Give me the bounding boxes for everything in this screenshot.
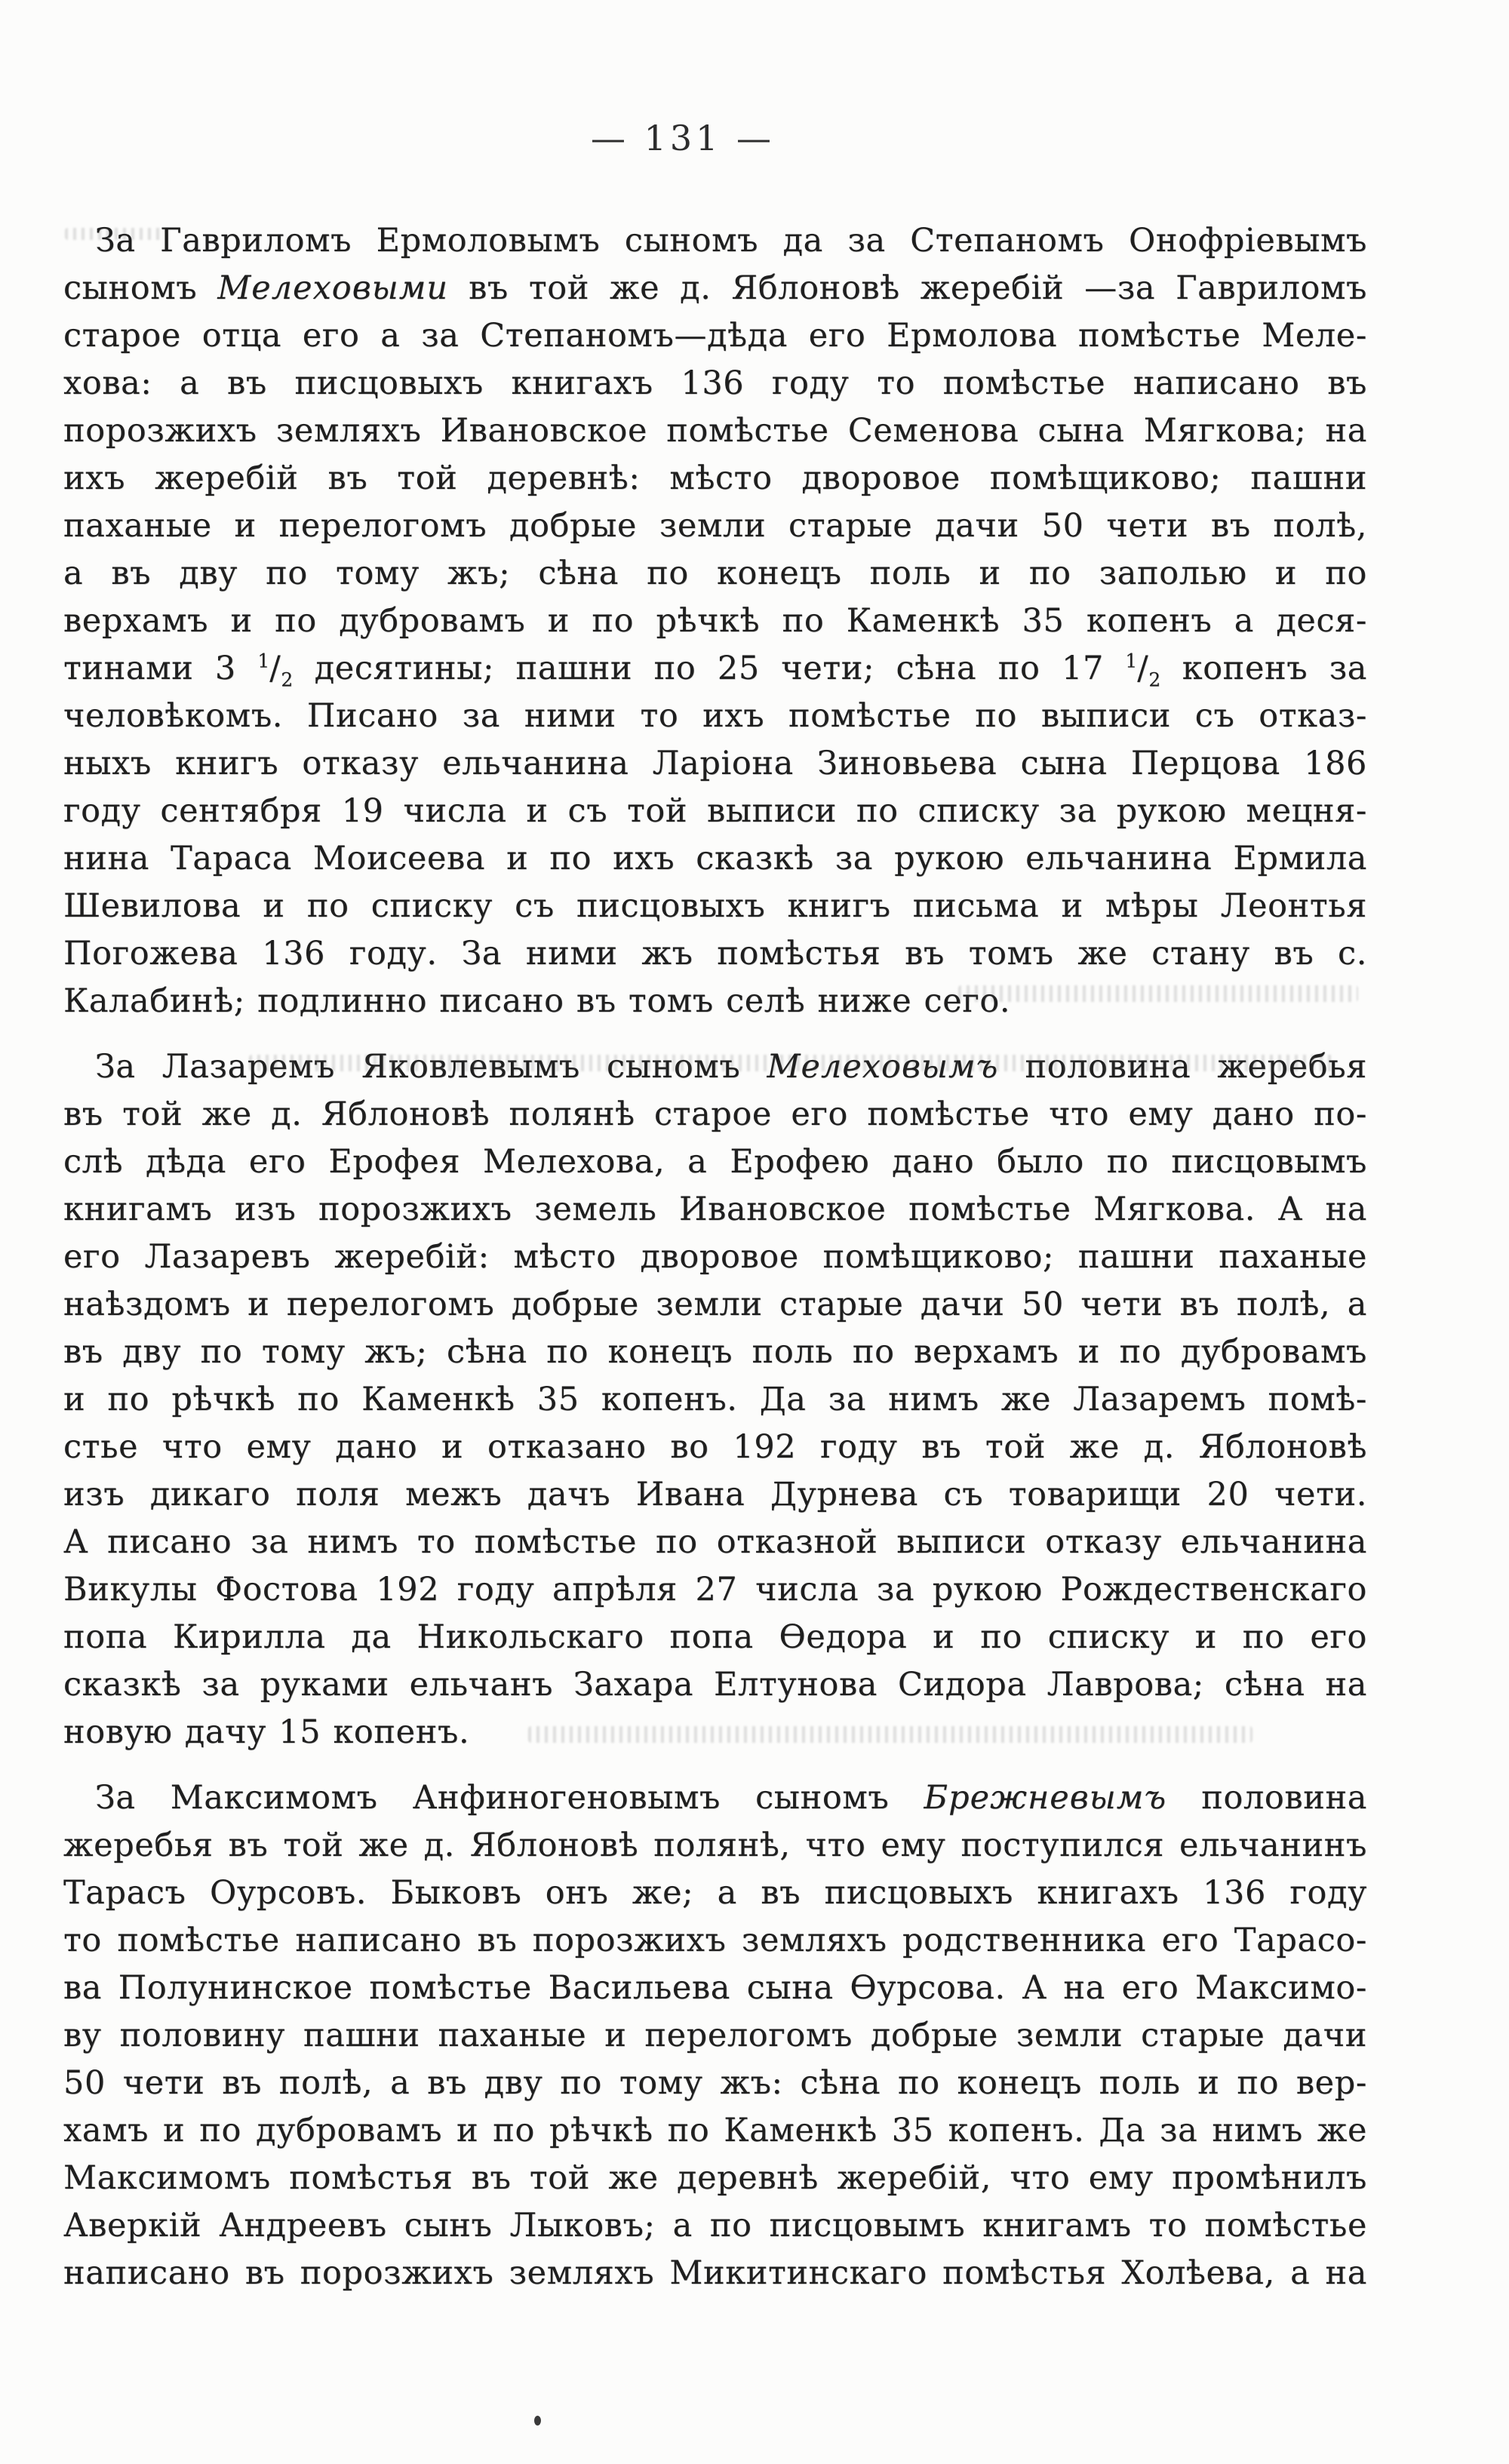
text-run: старое отца его а за Степаномъ—дѣда его Ермолова помѣстье Меле-: [63, 317, 1367, 355]
text-line: [63, 1661, 1367, 1709]
text-run: изъ дикаго поля межъ дачъ Ивана Дурнева съ товарищи 20 чети.: [63, 1476, 1367, 1513]
text-run: 50 чети въ полѣ, а въ дву по тому жъ: сѣна по конецъ поль и по вер-: [63, 2064, 1367, 2102]
text-line: [63, 645, 1367, 693]
text-line: [63, 1186, 1367, 1234]
bleed-through-artifact: [958, 985, 1358, 1002]
text-run: тинами 3: [63, 650, 258, 687]
text-line: [63, 1965, 1367, 2012]
text-run: въ той же д. Яблоновѣ жеребій —за Гавриломъ: [448, 269, 1367, 307]
bleed-through-artifact: [65, 228, 163, 240]
text-run: ныхъ книгъ отказу ельчанина Ларіона Зиновьева сына Перцова 186: [63, 745, 1367, 782]
text-line: [63, 1424, 1367, 1471]
text-line: [63, 1281, 1367, 1329]
text-line: [63, 2155, 1367, 2202]
bleed-through-artifact: [249, 1055, 1335, 1071]
text-run: ихъ жеребій въ той деревнѣ: мѣсто дворовое помѣщиково; пашни: [63, 459, 1367, 497]
text-line: [63, 1566, 1367, 1614]
text-line: [63, 740, 1367, 788]
text-line: [63, 217, 1367, 265]
text-line: [63, 360, 1367, 407]
text-run: году сентября 19 числа и съ той выписи по списку за рукою мецня-: [63, 792, 1367, 830]
text-line: [63, 312, 1367, 360]
text-run: новую дачу 15 копенъ.: [63, 1713, 470, 1751]
text-line: [63, 693, 1367, 740]
text-line: [63, 598, 1367, 645]
text-line: [63, 1774, 1367, 1822]
text-line: [63, 407, 1367, 455]
text-line: [63, 1519, 1367, 1566]
text-run: слѣ дѣда его Ерофея Мелехова, а Ерофею дано было по писцовымъ: [63, 1143, 1367, 1181]
paragraph: [63, 1774, 1367, 2297]
text-run: Викулы Фостова 192 году апрѣля 27 числа за рукою Рождественскаго: [63, 1571, 1367, 1608]
text-run: За Гавриломъ Ермоловымъ сыномъ да за Степаномъ Онофріевымъ: [95, 222, 1367, 260]
text-line: [63, 1091, 1367, 1138]
text-run: За Максимомъ Анфиногеновымъ сыномъ: [95, 1779, 924, 1817]
text-run: Шевилова и по списку съ писцовыхъ книгъ письма и мѣры Леонтья: [63, 887, 1367, 925]
text-line: [63, 1870, 1367, 1917]
text-run: За Лазаремъ Яковлевымъ сыномъ: [95, 1048, 767, 1086]
text-line: [63, 1138, 1367, 1186]
text-run: книгамъ изъ порозжихъ земель Ивановское помѣстье Мягкова. А на: [63, 1191, 1367, 1228]
text-run: и по рѣчкѣ по Каменкѣ 35 копенъ. Да за нимъ же Лазаремъ помѣ-: [63, 1381, 1367, 1418]
page-number: — 131 —: [590, 118, 776, 158]
text-line: [63, 1329, 1367, 1376]
text-run: верхамъ и по дубровамъ и по рѣчкѣ по Каменкѣ 35 копенъ а деся-: [63, 602, 1367, 640]
text-run: Тарасъ Оурсовъ. Быковъ онъ же; а въ писцовыхъ книгахъ 136 году: [63, 1874, 1367, 1912]
text-run: 2: [281, 668, 294, 691]
italic-name-run: Брежневымъ: [924, 1779, 1167, 1817]
text-line: [63, 2107, 1367, 2155]
paragraph: [63, 1043, 1367, 1756]
text-line: [63, 550, 1367, 598]
text-line: [63, 788, 1367, 835]
text-line: [63, 2060, 1367, 2107]
text-line: [63, 1822, 1367, 1870]
italic-name-run: Мелеховымъ: [767, 1048, 999, 1086]
text-line: [63, 835, 1367, 883]
text-run: жеребья въ той же д. Яблоновѣ полянѣ, что ему поступился ельчанинъ: [63, 1826, 1367, 1864]
text-run: въ той же д. Яблоновѣ полянѣ старое его помѣстье что ему дано по-: [63, 1095, 1367, 1133]
text-run: ву половину пашни паханые и перелогомъ добрые земли старые дачи: [63, 2017, 1367, 2054]
text-run: 1: [1125, 650, 1138, 672]
text-run: сказкѣ за руками ельчанъ Захара Елтунова Сидора Лаврова; сѣна на: [63, 1666, 1367, 1704]
text-run: хова: а въ писцовыхъ книгахъ 136 году то помѣстье написано въ: [63, 364, 1367, 402]
text-column: [63, 217, 1367, 2297]
text-run: половина: [1166, 1779, 1367, 1817]
text-run: паханые и перелогомъ добрые земли старые дачи 50 чети въ полѣ,: [63, 507, 1367, 545]
text-run: А писано за нимъ то помѣстье по отказной выписи отказу ельчанина: [63, 1523, 1367, 1561]
text-line: [63, 2012, 1367, 2060]
text-run: Максимомъ помѣстья въ той же деревнѣ жеребій, что ему промѣнилъ: [63, 2159, 1367, 2197]
text-line: [63, 2202, 1367, 2250]
text-run: /: [269, 650, 281, 687]
text-run: наѣздомъ и перелогомъ добрые земли старые дачи 50 чети въ полѣ, а: [63, 1286, 1367, 1323]
text-run: половина жеребья: [998, 1048, 1367, 1086]
ink-speck: [534, 2416, 541, 2426]
bleed-through-artifact: [528, 1726, 1252, 1743]
text-run: нина Тараса Моисеева и по ихъ сказкѣ за рукою ельчанина Ермила: [63, 840, 1367, 877]
text-run: 2: [1148, 668, 1161, 691]
text-run: стье что ему дано и отказано во 192 году въ той же д. Яблоновѣ: [63, 1428, 1367, 1466]
text-line: [63, 930, 1367, 978]
text-line: [63, 1614, 1367, 1661]
text-line: [63, 1917, 1367, 1965]
text-run: Погожева 136 году. За ними жъ помѣстья въ томъ же стану въ с.: [63, 935, 1367, 972]
italic-name-run: Мелеховыми: [217, 269, 449, 307]
text-run: копенъ за: [1160, 650, 1367, 687]
text-line: [63, 502, 1367, 550]
text-run: а въ дву по тому жъ; сѣна по конецъ поль и по заполью и по: [63, 555, 1367, 592]
text-run: въ дву по тому жъ; сѣна по конецъ поль по верхамъ и по дубровамъ: [63, 1333, 1367, 1371]
text-run: Аверкій Андреевъ сынъ Лыковъ; а по писцовымъ книгамъ то помѣстье: [63, 2207, 1367, 2244]
text-run: человѣкомъ. Писано за ними то ихъ помѣстье по выписи съ отказ-: [63, 697, 1367, 735]
text-line: [63, 2250, 1367, 2297]
text-run: десятины; пашни по 25 чети; сѣна по 17: [293, 650, 1126, 687]
text-run: сыномъ: [63, 269, 218, 307]
text-run: 1: [257, 650, 270, 672]
text-run: его Лазаревъ жеребій: мѣсто дворовое помѣщиково; пашни паханые: [63, 1238, 1367, 1276]
text-run: Калабинѣ; подлинно писано въ томъ селѣ ниже сего.: [63, 982, 1011, 1020]
text-run: /: [1137, 650, 1149, 687]
text-line: [63, 455, 1367, 502]
text-run: ва Полунинское помѣстье Васильева сына Ѳурсова. А на его Максимо-: [63, 1969, 1367, 2007]
text-line: [63, 265, 1367, 312]
text-run: хамъ и по дубровамъ и по рѣчкѣ по Каменкѣ 35 копенъ. Да за нимъ же: [63, 2112, 1367, 2149]
text-run: то помѣстье написано въ порозжихъ земляхъ родственника его Тарасо-: [63, 1922, 1367, 1959]
text-run: написано въ порозжихъ земляхъ Микитинскаго помѣстья Холѣева, а на: [63, 2254, 1367, 2292]
text-run: порозжихъ земляхъ Ивановское помѣстье Семенова сына Мягкова; на: [63, 412, 1367, 450]
text-line: [63, 1234, 1367, 1281]
text-line: [63, 1376, 1367, 1424]
text-run: попа Кирилла да Никольскаго попа Ѳедора и по списку и по его: [63, 1618, 1367, 1656]
text-line: [63, 883, 1367, 930]
paragraph: [63, 217, 1367, 1025]
text-line: [63, 1471, 1367, 1519]
